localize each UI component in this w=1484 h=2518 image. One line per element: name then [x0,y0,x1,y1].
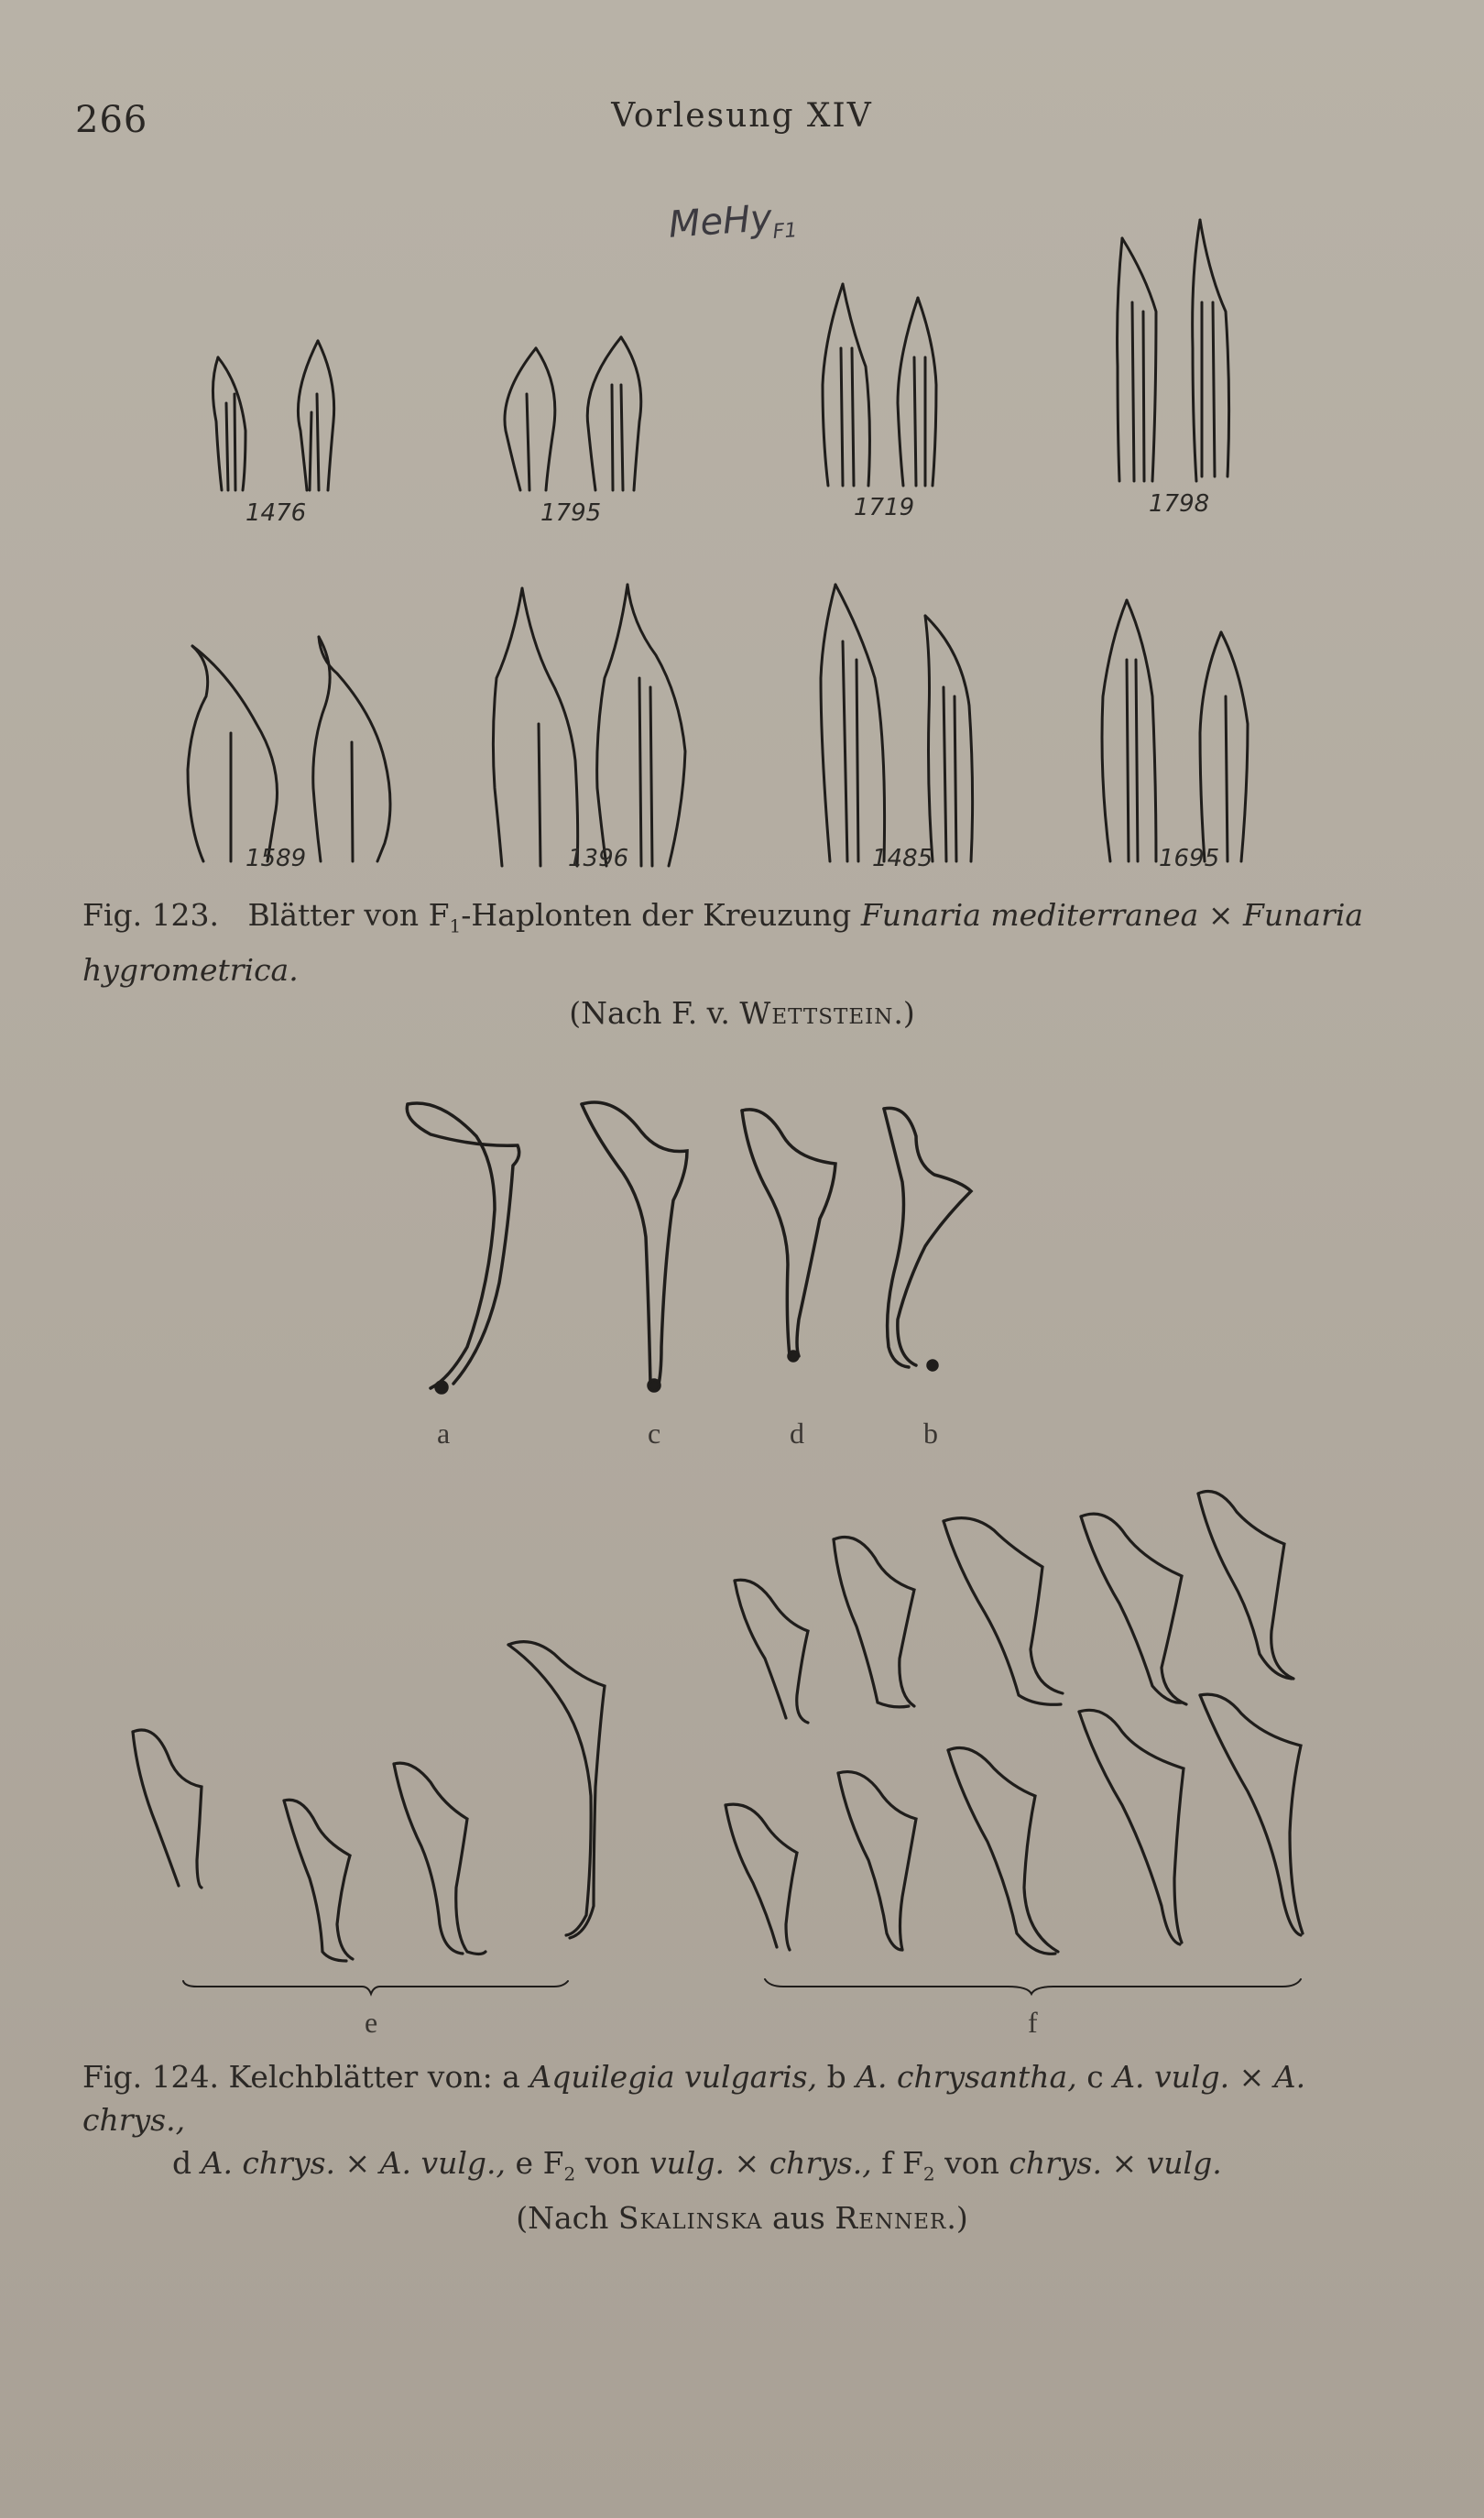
species-name: A. vulg. [1113,2059,1230,2095]
cross-symbol: × [1111,2145,1138,2181]
species-name: A. chrysantha, [856,2059,1077,2095]
group-label-e: e [365,2006,378,2039]
sepal-a [407,1103,518,1393]
caption-text: .) [946,2199,968,2236]
species-name: chrys. [1009,2145,1102,2181]
cross-symbol: × [344,2145,371,2181]
caption-text: (Nach [516,2199,609,2236]
species-name: Funaria hygrometrica. [82,897,1364,988]
leaf-label: 1798 [1149,490,1210,518]
caption-text: -Haplonten der Kreuzung [461,897,852,933]
fig-label: Fig. 124. [82,2059,220,2095]
species-name: chrys., [769,2145,872,2181]
sepal-b [884,1108,971,1370]
species-name: Funaria mediterranea [860,897,1199,933]
sepal-label-a: a [437,1417,451,1450]
leaf-pair-1798 [1118,220,1229,481]
fig123-bottom-labels [246,845,1219,872]
leaf-label: 1795 [540,499,602,527]
sepal-group-f [726,1492,1303,1954]
leaf-label: 1719 [854,494,915,521]
species-name: Aquilegia vulgaris, [529,2059,818,2095]
caption-text: von [944,2145,999,2181]
leaf-label: 1476 [246,499,307,527]
species-name: A. chrys. [201,2145,336,2181]
caption-text: .) [893,994,915,1031]
sepal-c [582,1102,687,1391]
running-head: Vorlesung XIV [611,97,873,135]
sepal-group-e [133,1642,605,1961]
leaf-label: 1695 [1159,845,1220,872]
caption-subscript: 2 [922,2162,935,2185]
fig123-caption-line2 [82,991,1402,1035]
leaf-pair-1589 [188,637,390,861]
caption-text: Kelchblätter von: a [228,2059,520,2095]
sepal-label-d: d [790,1417,804,1450]
caption-text: d [172,2145,192,2181]
author-name: Skalinska [617,2199,763,2236]
caption-text: Blätter von F [247,897,450,933]
author-name: Wettstein [739,994,894,1031]
fig124-caption-line3 [82,2196,1402,2239]
caption-text: aus [772,2199,825,2236]
fig124-letter-labels [365,1417,1038,2039]
caption-text: b [826,2059,846,2095]
caption-text: c [1086,2059,1104,2095]
fig124-caption-line2 [82,2141,1402,2196]
fig124-caption-line1 [82,2055,1402,2141]
group-label-f: f [1028,2006,1038,2039]
leaf-label: 1396 [568,845,629,872]
caption-subscript: 1 [449,914,462,937]
leaf-label: 1589 [246,845,307,872]
caption-text: von [584,2145,640,2181]
leaf-pair-1695 [1102,600,1248,861]
brace-f [765,1979,1301,1994]
caption-subscript: 2 [563,2162,576,2185]
leaf-pair-1485 [821,585,973,861]
leaf-label: 1485 [872,845,933,872]
species-name: A. chrys., [82,2059,1306,2138]
leaf-pair-1795 [505,337,641,490]
cross-symbol: × [734,2145,760,2181]
fig123-caption-line1 [82,893,1402,991]
species-name: vulg. [649,2145,726,2181]
fig124-caption [82,2055,1402,2239]
page-number: 266 [75,99,148,141]
sepal-label-c: c [648,1417,661,1450]
fig-label: Fig. 123. [82,897,220,933]
leaf-pair-1476 [213,341,333,490]
cross-symbol: × [1238,2059,1265,2095]
leaf-pair-1396 [493,585,685,866]
caption-text: (Nach F. v. [569,994,730,1031]
species-name: vulg. [1146,2145,1222,2181]
sepal-label-b: b [923,1417,938,1450]
species-name: A. vulg., [379,2145,507,2181]
author-name: Renner [835,2199,947,2236]
handwritten-note-text: MeHy [667,197,774,246]
caption-text: e F [515,2145,564,2181]
handwritten-note-sub: F1 [771,219,799,244]
brace-e [183,1981,568,1994]
sepal-d [742,1110,835,1361]
caption-text: f F [881,2145,923,2181]
fig123-caption [82,893,1402,1035]
fig123-top-labels [246,490,1209,527]
leaf-pair-1719 [823,284,936,486]
cross-symbol: × [1207,897,1234,933]
